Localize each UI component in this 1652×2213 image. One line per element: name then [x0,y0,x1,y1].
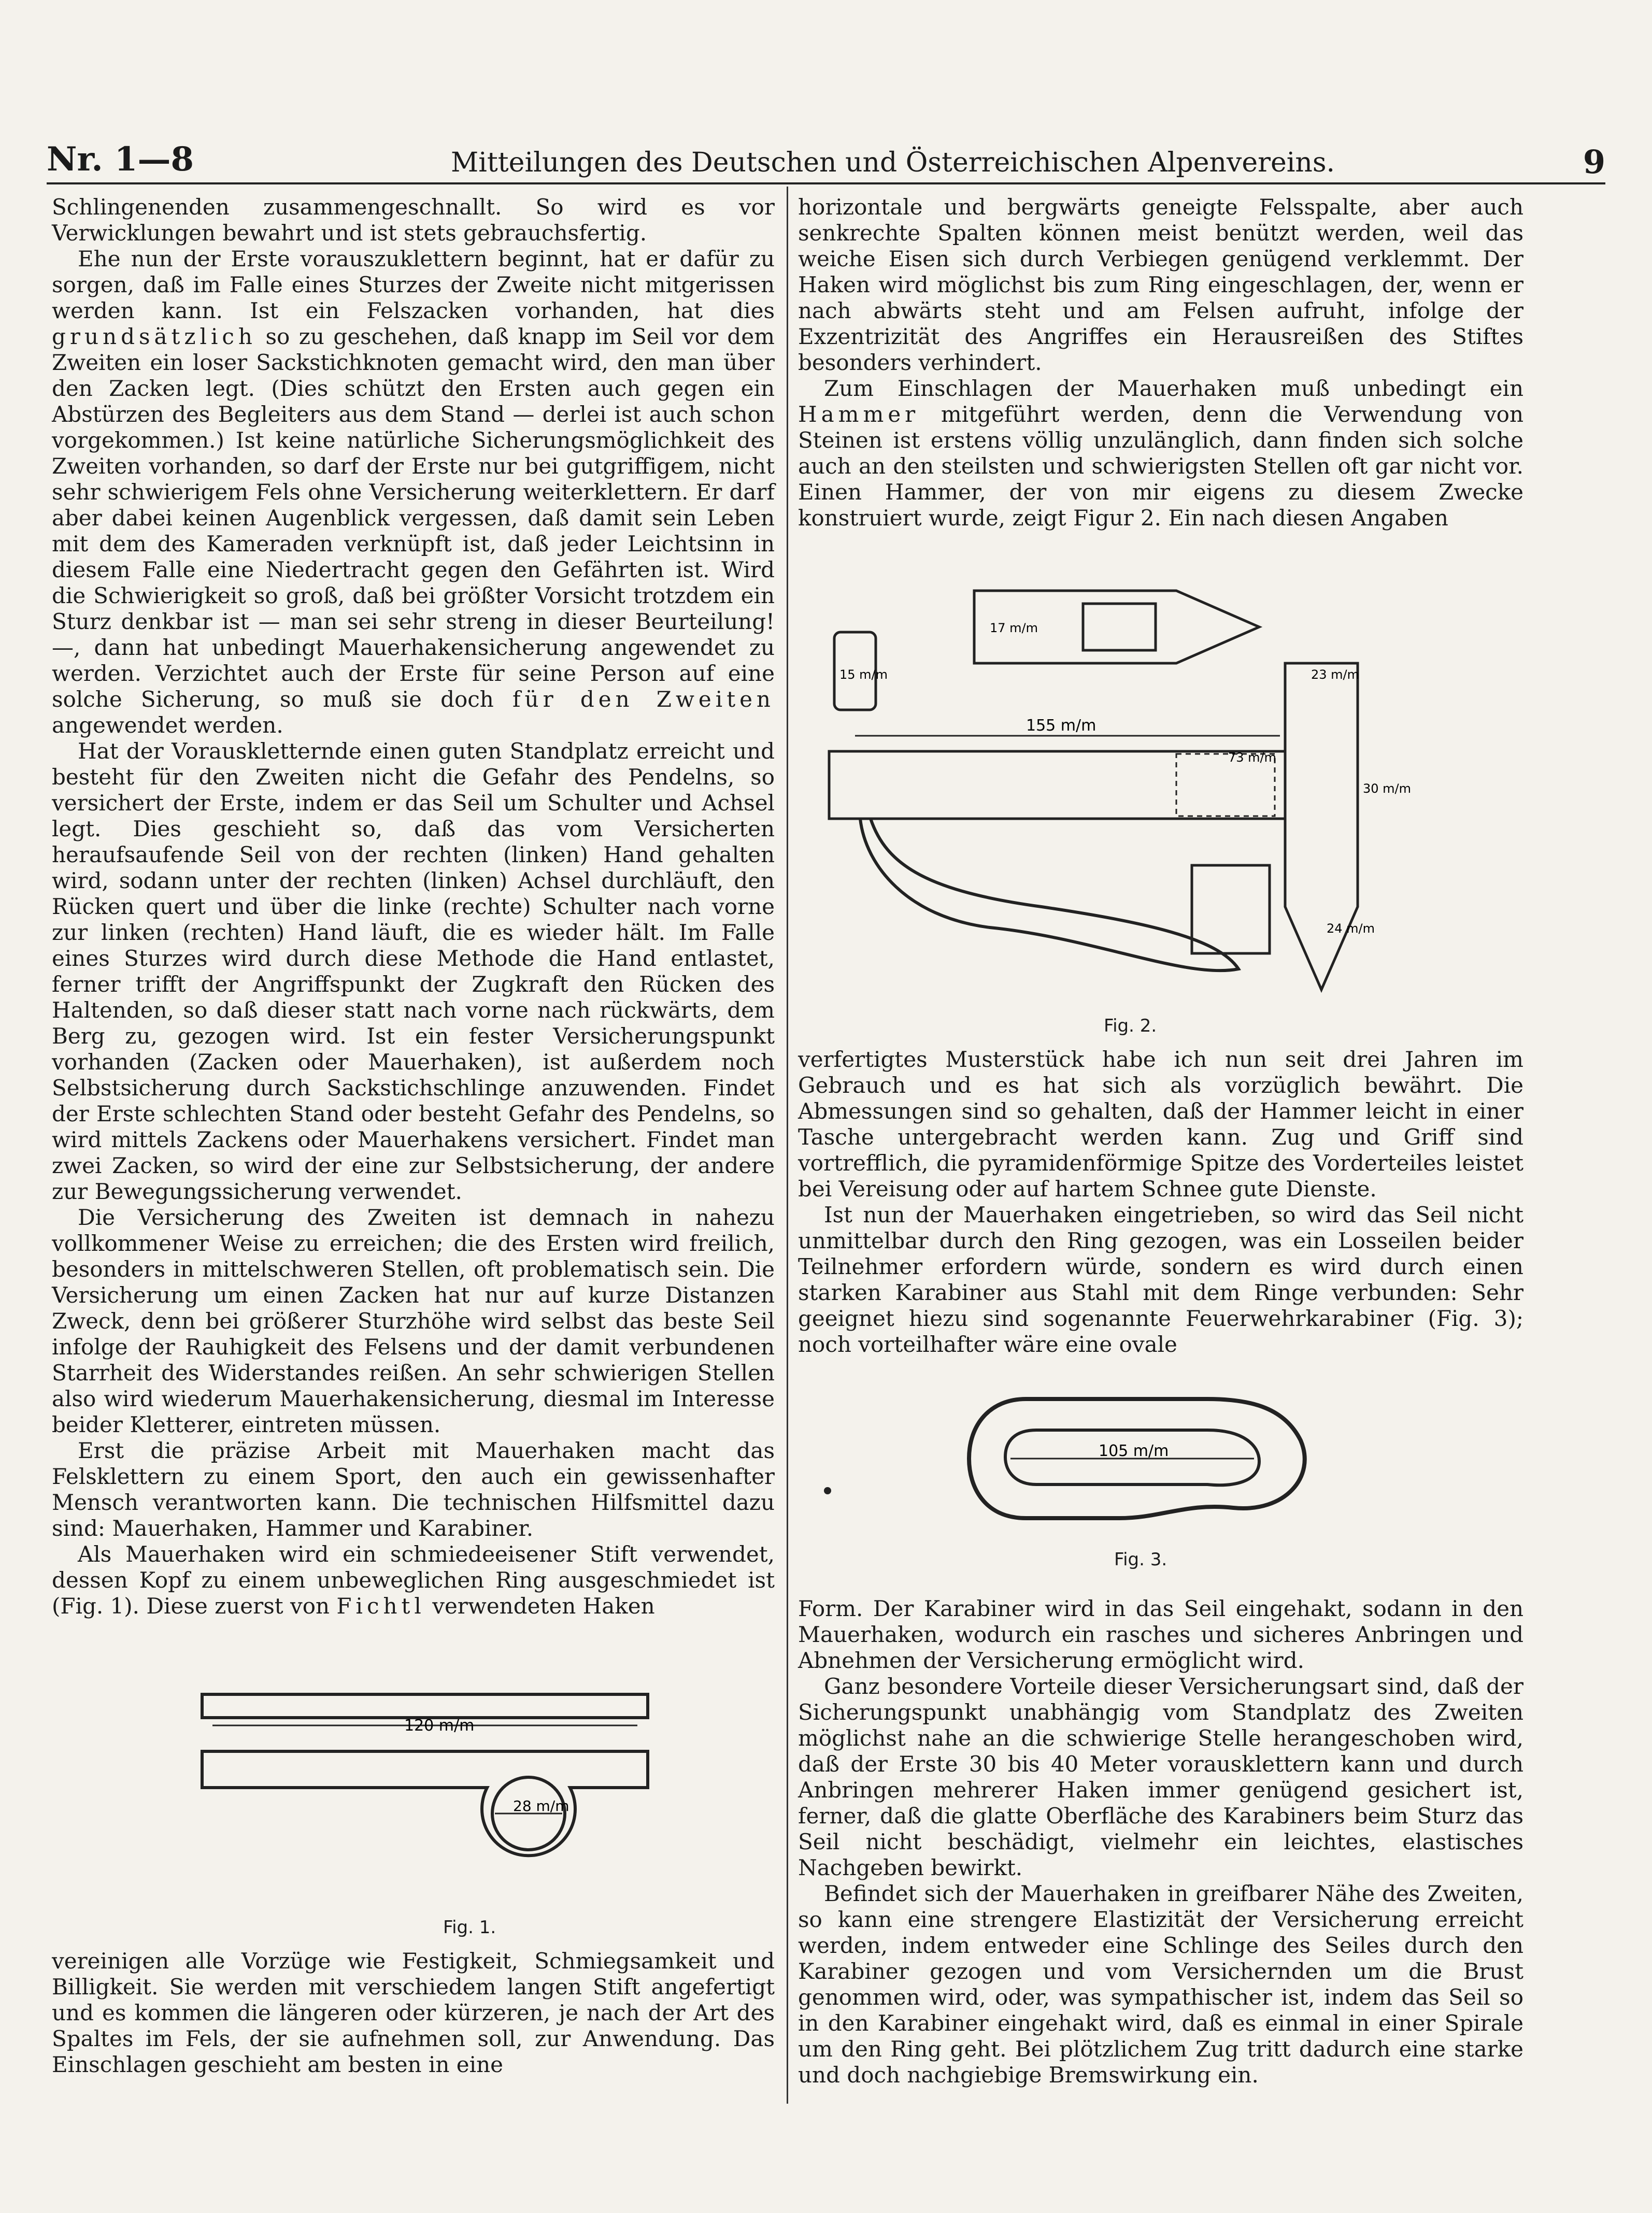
paragraph: Ganz besondere Vorteile dieser Versicherungsart sind, daß der Sicherungspunkt unabhängig vom Standplatz des Zweiten möglichst nahe an die schwierige Stelle herangeschoben wird, daß der Erste 30 bis 40 Meter vorausklettern kann und durch Anbringen mehrerer Haken immer genügend gesichert ist, ferner, daß die glatte Oberfläche des Karabiners beim Sturz das Seil nicht beschädigt, vielmehr ein leichtes, elastisches Nachgeben bewirkt. [798,1674,1523,1880]
column-divider [787,187,788,2104]
print-mark [824,1487,831,1494]
journal-title: Mitteilungen des Deutschen und Österreichischen Alpenvereins. [451,147,1335,178]
emphasis: Fichtl [336,1593,425,1619]
paragraph: Erst die präzise Arbeit mit Mauerhaken macht das Felsklettern zu einem Sport, den auch ein gewissenhafter Mensch verantworten kann. Die technischen Hilfsmittel dazu sind: Mauerhaken, Hammer und Karabiner. [52,1438,775,1541]
figure-2-hammer-drawing [824,575,1477,1016]
paragraph: Zum Einschlagen der Mauerhaken muß unbedingt ein Hammer mitgeführt werden, denn die Verwendung von Steinen ist erstens völlig unzulänglich, dann finden sich solche auch an den steilsten und schwierigsten Stellen oft gar nicht vor. Einen Hammer, der von mir eigens zu diesem Zwecke konstruiert wurde, zeigt Figur 2. Ein nach diesen Angaben [798,376,1523,531]
page-header [47,140,1605,187]
right-column-lower [798,1596,1523,2088]
paragraph: Form. Der Karabiner wird in das Seil eingehakt, sodann in den Mauerhaken, wodurch ein rasches und sicheres Anbringen und Abnehmen der Versicherung ermöglicht wird. [798,1596,1523,1673]
left-column-lower [52,1948,775,2078]
left-column-upper [52,194,775,1619]
paragraph: Die Versicherung des Zweiten ist demnach in nahezu vollkommener Weise zu erreichen; die des Ersten wird freilich, besonders in mittelschweren Stellen, oft problematisch sein. Die Versicherung um einen Zacken hat nur auf kurze Distanzen Zweck, denn bei größerer Sturzhöhe wird selbst das beste Seil infolge der Rauhigkeit des Felsens und der damit verbundenen Starrheit des Widerstandes reißen. An sehr schwierigen Stellen also wird wiederum Mauerhakensicherung, diesmal im Interesse beider Kletterer, eintreten müssen. [52,1205,775,1437]
figure-3-caption: Fig. 3. [1114,1549,1167,1570]
paragraph: Befindet sich der Mauerhaken in greifbarer Nähe des Zweiten, so kann eine strengere Elastizität der Versicherung erreicht werden, indem entweder eine Schlinge des Seiles durch den Karabiner gezogen und vom Versichernden um die Brust genommen wird, oder, was sympathischer ist, indem das Seil so in den Karabiner eingehakt wird, daß es einmal in einer Spirale um den Ring geht. Bei plötzlichem Zug tritt dadurch eine starke und doch nachgiebige Bremswirkung ein. [798,1881,1523,2088]
fig2-dim-handle: 155 m/m [1026,717,1096,735]
paragraph: Hat der Vorauskletternde einen guten Standplatz erreicht und besteht für den Zweiten nicht die Gefahr des Pendelns, so versichert der Erste, indem er das Seil um Schulter und Achsel legt. Dies geschieht so, daß das vom Versicherten heraufsaufende Seil von der rechten (linken) Hand gehalten wird, sodann unter der rechten (linken) Achsel durchläuft, den Rücken quert und über die linke (rechte) Schulter nach vorne zur linken (rechten) Hand läuft, die es wieder hält. Im Falle eines Sturzes wird durch diese Methode die Hand entlastet, ferner trifft der Angriffspunkt der Zugkraft den Rücken des Haltenden, so daß dieser statt nach vorne nach rückwärts, dem Berg zu, gezogen wird. Ist ein fester Versicherungspunkt vorhanden (Zacken oder Mauerhaken), ist außerdem noch Selbstsicherung durch Sackstichschlinge anzuwenden. Findet der Erste schlechten Stand oder besteht Gefahr des Pendelns, so wird mittels Zackens oder Mauerhakens versichert. Findet man zwei Zacken, so wird der eine zur Selbstsicherung, der andere zur Bewegungssicherung verwendet. [52,738,775,1204]
fig2-dim-b: 15 m/m [839,667,888,682]
paragraph: Ehe nun der Erste vorauszuklettern beginnt, hat er dafür zu sorgen, daß im Falle eines Sturzes der Zweite nicht mitgerissen werden kann. Ist ein Felszacken vorhanden, hat dies grundsätzlich so zu geschehen, daß knapp im Seil vor dem Zweiten ein loser Sackstichknoten gemacht wird, den man über den Zacken legt. (Dies schützt den Ersten auch gegen ein Abstürzen des Begleiters aus dem Stand — derlei ist auch schon vorgekommen.) Ist keine natürliche Sicherungsmöglichkeit des Zweiten vorhanden, so darf der Erste nur bei gutgriffigem, nicht sehr schwierigem Fels ohne Versicherung weiterklettern. Er darf aber dabei keinen Augenblick vergessen, daß damit sein Leben mit dem des Kameraden verknüpft ist, daß jeder Leichtsinn in diesem Falle eine Niedertracht gegen den Gefährten ist. Wird die Schwierigkeit so groß, daß bei größter Vorsicht trotzdem ein Sturz denkbar ist — man sei sehr streng in dieser Beurteilung! —, dann hat unbedingt Mauerhakensicherung angewendet zu werden. Verzichtet auch der Erste für seine Person auf eine solche Sicherung, so muß sie doch für den Zweiten angewendet werden. [52,246,775,738]
emphasis: für den Zweiten [512,687,775,712]
fig2-dim-c: 17 m/m [990,621,1038,635]
paragraph: Ist nun der Mauerhaken eingetrieben, so wird das Seil nicht unmittelbar durch den Ring gezogen, was ein Losseilen beider Teilnehmer erfordern würde, sondern es wird durch einen starken Karabiner aus Stahl mit dem Ringe verbunden: Sehr geeignet hiezu sind sogenannte Feuerwehrkarabiner (Fig. 3); noch vorteilhafter wäre eine ovale [798,1202,1523,1357]
paragraph: Schlingenenden zusammengeschnallt. So wird es vor Verwicklungen bewahrt und ist stets gebrauchsfertig. [52,194,775,246]
emphasis: grundsätzlich [52,324,257,349]
paragraph: horizontale und bergwärts geneigte Felsspalte, aber auch senkrechte Spalten können meist benützt werden, weil das weiche Eisen sich durch Verbiegen genügend verklemmt. Der Haken wird möglichst bis zum Ring eingeschlagen, der, wenn er nach abwärts steht und am Felsen aufruht, infolge der Exzentrizität des Angriffes ein Herausreißen des Stiftes besonders verhindert. [798,194,1523,375]
fig1-dim-length: 120 m/m [404,1717,475,1735]
fig2-dim-a: 23 m/m [1311,667,1360,682]
figure-1-caption: Fig. 1. [443,1917,496,1938]
page-number: 9 [1583,143,1605,181]
fig2-dim-head: 73 m/m [1228,750,1277,765]
fig2-dim-e: 24 m/m [1327,921,1375,936]
fig2-dim-d: 30 m/m [1363,781,1412,796]
paragraph: vereinigen alle Vorzüge wie Festigkeit, Schmiegsamkeit und Billigkeit. Sie werden mit verschiedem langen Stift angefertigt und es kommen die längeren oder kürzeren, je nach der Art des Spaltes im Fels, der sie aufnehmen soll, zur Anwendung. Das Einschlagen geschieht am besten in eine [52,1948,775,2077]
right-column-middle [798,1047,1523,1358]
right-column-upper [798,194,1523,531]
fig3-dim-length: 105 m/m [1099,1442,1169,1460]
header-rule [47,182,1605,184]
issue-number: Nr. 1—8 [47,140,194,179]
emphasis: Hammer [798,402,920,427]
figure-2-caption: Fig. 2. [1104,1016,1157,1036]
figure-1-piton-drawing [197,1684,663,1902]
figure-3-carabiner-drawing [964,1378,1327,1534]
paragraph: verfertigtes Musterstück habe ich nun seit drei Jahren im Gebrauch und es hat sich als vorzüglich bewährt. Die Abmessungen sind so gehalten, daß der Hammer leicht in einer Tasche untergebracht werden kann. Zug und Griff sind vortrefflich, die pyramidenförmige Spitze des Vorderteiles leistet bei Vereisung oder auf hartem Schnee gute Dienste. [798,1047,1523,1202]
paragraph: Als Mauerhaken wird ein schmiedeeisener Stift verwendet, dessen Kopf zu einem unbeweglichen Ring ausgeschmiedet ist (Fig. 1). Diese zuerst von Fichtl verwendeten Haken [52,1541,775,1619]
fig1-dim-ring: 28 m/m [513,1797,569,1815]
